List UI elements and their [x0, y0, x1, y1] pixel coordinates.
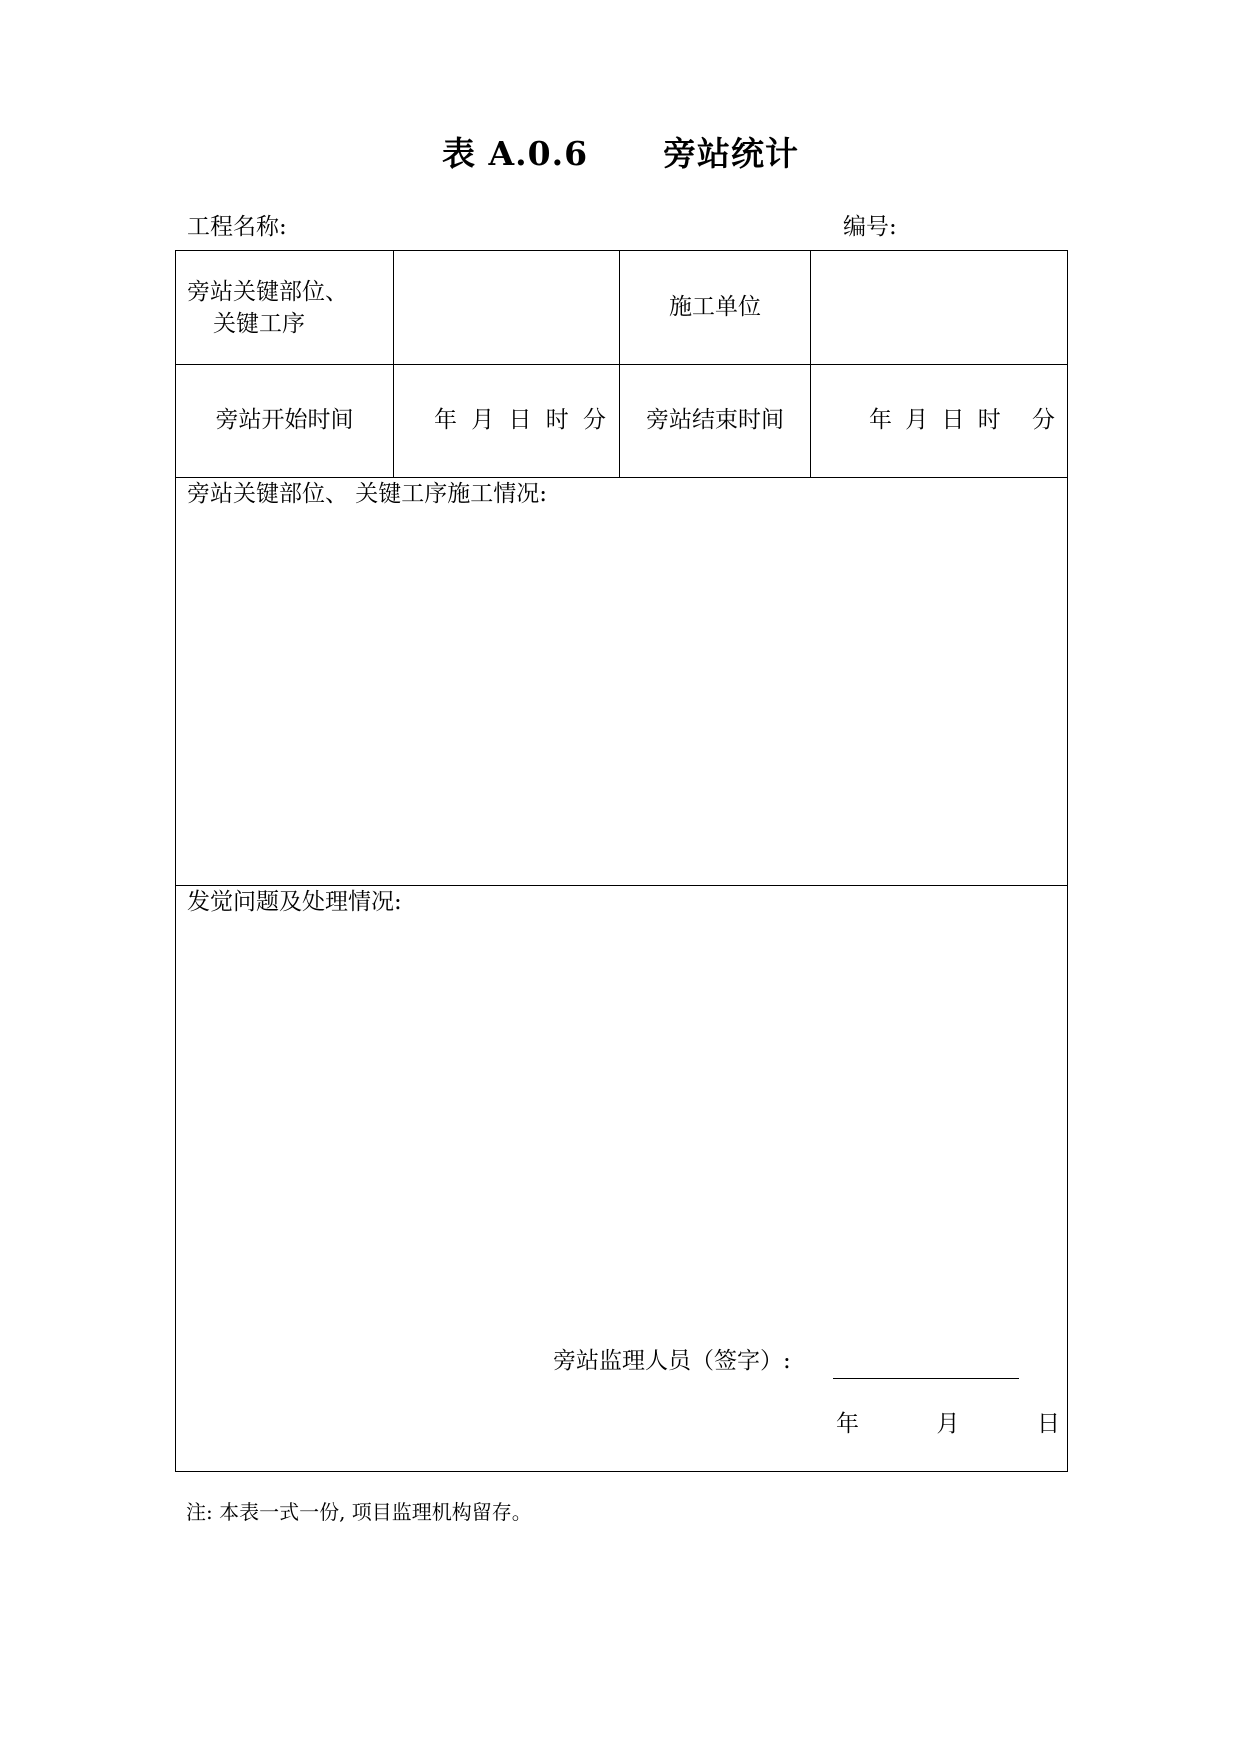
row-divider-1 — [175, 364, 1068, 365]
construction-status-label: 旁站关键部位、 关键工序施工情况: — [187, 481, 548, 507]
problems-field[interactable] — [180, 925, 1060, 1345]
key-part-label-line1: 旁站关键部位、 — [187, 279, 348, 305]
supervisor-sign-label: 旁站监理人员（签字）: — [553, 1348, 791, 1374]
footer-note: 注: 本表一式一份, 项目监理机构留存。 — [186, 1500, 532, 1524]
sign-day-unit: 日 — [1037, 1411, 1060, 1437]
construction-unit-field[interactable] — [811, 255, 1065, 363]
end-time-field[interactable] — [869, 404, 1055, 436]
end-hour-unit: 时 — [977, 407, 1001, 433]
start-month-unit: 月 — [471, 407, 495, 433]
project-name-label: 工程名称: — [187, 214, 287, 240]
signature-line[interactable] — [833, 1378, 1019, 1379]
end-month-unit: 月 — [905, 407, 929, 433]
problems-label: 发觉问题及处理情况: — [187, 889, 402, 915]
page-title: 表 A.0.6 旁站统计 — [442, 134, 799, 173]
construction-status-field[interactable] — [180, 515, 1060, 877]
start-minute-unit: 分 — [583, 407, 606, 433]
key-part-label-line2: 关键工序 — [213, 311, 305, 337]
col-divider-2 — [619, 250, 620, 478]
end-minute-unit: 分 — [1032, 407, 1055, 433]
start-hour-unit: 时 — [545, 407, 569, 433]
number-label: 编号: — [843, 214, 897, 240]
sign-year-unit: 年 — [836, 1411, 859, 1437]
end-time-label: 旁站结束时间 — [646, 407, 784, 433]
key-part-label — [187, 276, 387, 340]
sign-date[interactable] — [836, 1408, 1060, 1440]
start-time-label: 旁站开始时间 — [215, 407, 354, 433]
sign-month-unit: 月 — [936, 1411, 960, 1437]
key-part-field[interactable] — [394, 255, 618, 363]
end-year-unit: 年 — [869, 407, 892, 433]
construction-unit-label: 施工单位 — [669, 294, 761, 320]
end-day-unit: 日 — [941, 407, 965, 433]
start-year-unit: 年 — [434, 407, 457, 433]
start-time-field[interactable] — [434, 404, 606, 436]
start-day-unit: 日 — [508, 407, 532, 433]
